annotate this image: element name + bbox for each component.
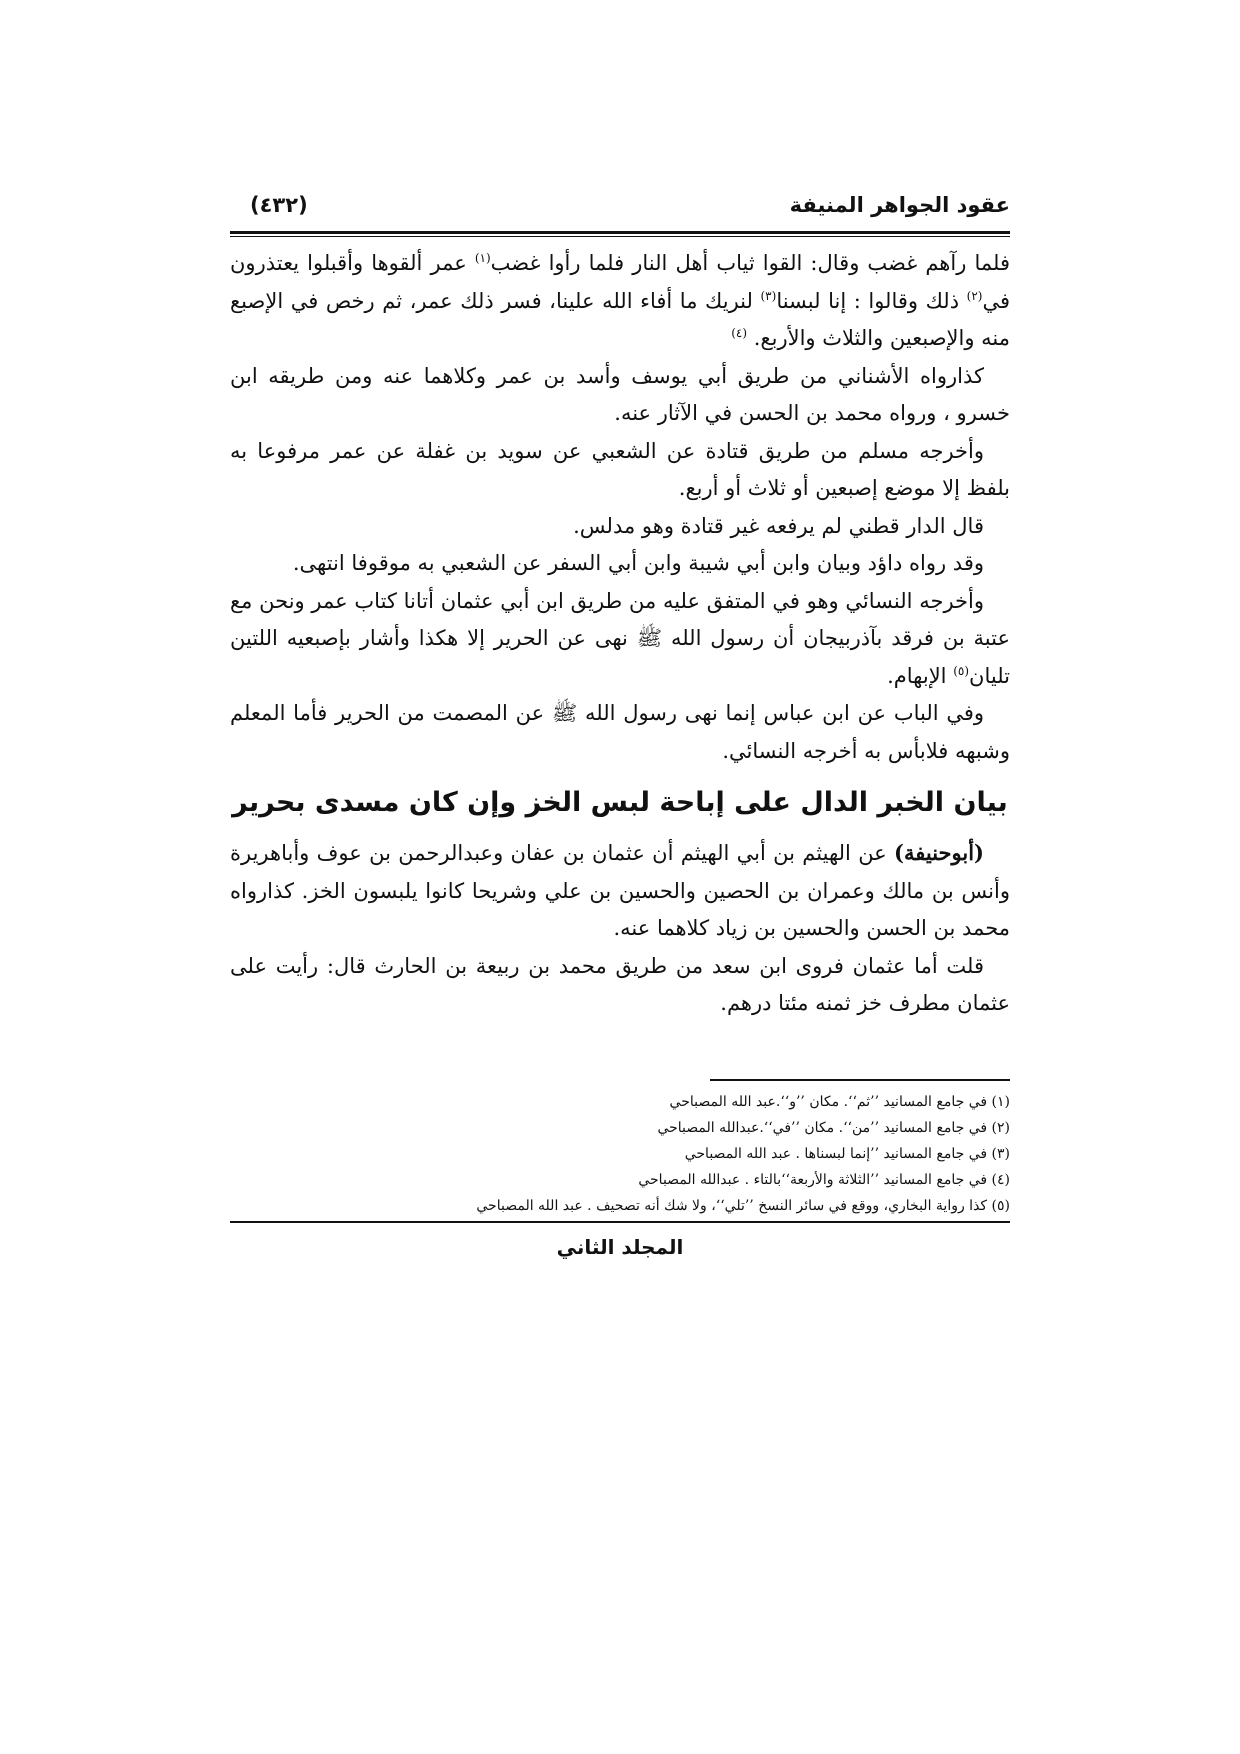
footer-rule: [230, 1221, 1010, 1223]
book-title: عقود الجواهر المنيفة: [789, 193, 1010, 217]
section-paragraph-2: قلت أما عثمان فروى ابن سعد من طريق محمد بن ربيعة بن الحارث قال: رأيت على عثمان مطرف خز ثمنه مئتا درهم.: [230, 953, 1010, 1015]
paragraph-6: وأخرجه النسائي وهو في المتفق عليه من طريق ابن أبي عثمان أتانا كتاب عمر ونحن مع عتبة بن فرقد بآذربيجان أن رسول الله ﷺ نهى عن الحرير إلا هكذا وأشار بإصبعيه اللتين تليان$^{(٥)}$ الإبهام.: [230, 588, 1010, 688]
paragraph-7: وفي الباب عن ابن عباس إنما نهى رسول الله ﷺ عن المصمت من الحرير فأما المعلم وشبهه فلابأس به أخرجه النسائي.: [230, 701, 1010, 763]
footnote-ref-5: (٥): [953, 663, 970, 678]
footnote-ref-1: (١): [474, 251, 491, 265]
page-header: [230, 185, 1010, 225]
paragraph-3: وأخرجه مسلم من طريق قتادة عن الشعبي عن سويد بن غفلة عن عمر مرفوعا به بلفظ إلا موضع إصبعين أو ثلاث أو أربع.: [230, 438, 1010, 500]
footnote-4: (٤) في جامع المسانيد ’’الثلاثة والأربعة‘‘بالتاء . عبدالله المصباحي: [638, 1171, 1010, 1188]
footnote-5: (٥) كذا رواية البخاري، ووقع في سائر النسخ ’’تلي‘‘، ولا شك أنه تصحيف . عبد الله المصباحي: [476, 1197, 1010, 1214]
footnote-ref-2: (٢): [966, 288, 983, 303]
footnote-ref-4: (٤): [731, 326, 748, 340]
main-text: [230, 245, 1010, 1023]
footnotes: [230, 1089, 1010, 1219]
header-rule: [230, 231, 1010, 237]
paragraph-4: قال الدار قطني لم يرفعه غير قتادة وهو مدلس.: [573, 513, 984, 538]
book-page: [230, 185, 1010, 1259]
section-paragraph-1: (أبوحنيفة) عن الهيثم بن أبي الهيثم أن عثمان بن عفان وعبدالرحمن بن عوف وأباهريرة وأنس بن مالك وعمران بن الحصين والحسين بن علي وشريحا كانوا يلبسون الخز. كذارواه محمد بن الحسن والحسين بن زياد كلاهما عنه.: [230, 840, 1010, 940]
page-number: (٤٣٢): [250, 193, 308, 217]
footnote-ref-3: (٣): [760, 288, 777, 303]
footnote-separator: [710, 1079, 1010, 1081]
paragraph-2: كذارواه الأشناني من طريق أبي يوسف وأسد بن عمر وكلاهما عنه ومن طريقه ابن خسرو ، ورواه محمد بن الحسن في الآثار عنه.: [230, 363, 1010, 425]
footnote-2: (٢) في جامع المسانيد ’’من‘‘. مكان ’’في‘‘.عبدالله المصباحي: [657, 1119, 1010, 1136]
footnote-1: (١) في جامع المسانيد ’’ثم‘‘. مكان ’’و‘‘.عبد الله المصباحي: [669, 1093, 1010, 1110]
volume-label: المجلد الثاني: [556, 1234, 684, 1259]
section-title: بيان الخبر الدال على إباحة لبس الخز وإن كان مسدى بحرير: [232, 787, 1008, 818]
paragraph-5: وقد رواه داؤد وبيان وابن أبي شيبة وابن أبي السفر عن الشعبي به موقوفا انتهى.: [292, 551, 984, 575]
paragraph-1: فلما رآهم غضب وقال: القوا ثياب أهل النار فلما رأوا غضب$^{(١)}$ عمر ألقوها وأقبلوا يعتذرون في$^{(٢)}$ ذلك وقالوا : إنا لبسنا$^{(٣)}$ لنريك ما أفاء الله علينا، فسر ذلك عمر، ثم رخص في الإصبع منه والإصبعين والثلاث والأربع. $^{(٤)}$: [230, 251, 1011, 350]
footnote-3: (٣) في جامع المسانيد ’’إنما لبسناها . عبد الله المصباحي: [684, 1145, 1010, 1162]
narrator-name: (أبوحنيفة): [894, 840, 984, 865]
